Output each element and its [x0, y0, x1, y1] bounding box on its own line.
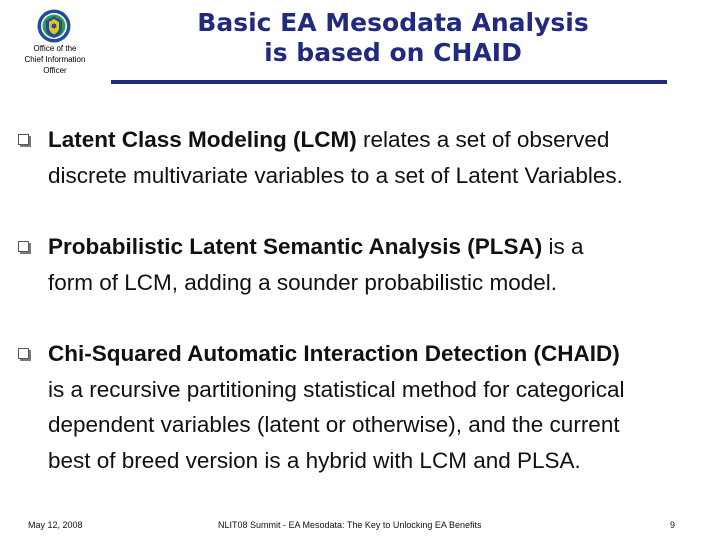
- footer-date: May 12, 2008: [28, 520, 83, 530]
- hollow-square-bullet-icon: [18, 348, 29, 359]
- org-line: Office of the: [33, 44, 77, 53]
- bullet-text: best of breed version is a hybrid with LCM and PLSA.: [48, 448, 581, 473]
- hollow-square-bullet-icon: [18, 241, 29, 252]
- bullet-line: [48, 372, 708, 408]
- org-name: [10, 43, 100, 76]
- title-line: Basic EA Mesodata Analysis: [197, 8, 589, 37]
- doe-seal-icon: [37, 9, 71, 43]
- bullet-line: [48, 265, 708, 301]
- bullet-text: dependent variables (latent or otherwise), and the current: [48, 412, 620, 437]
- bullet-term: Probabilistic Latent Semantic Analysis (PLSA): [48, 234, 543, 259]
- bullet-text: relates a set of observed: [356, 127, 610, 152]
- bullet-text: form of LCM, adding a sounder probabilistic model.: [48, 270, 558, 295]
- footer-title: NLIT08 Summit - EA Mesodata: The Key to Unlocking EA Benefits: [218, 520, 482, 530]
- bullet-term: Latent Class Modeling (LCM): [48, 127, 357, 152]
- bullet-line: [48, 158, 708, 194]
- bullet-text: is a: [542, 234, 584, 259]
- title-divider: [111, 80, 667, 84]
- org-line: Chief Information: [24, 55, 86, 64]
- bullet-line: [48, 122, 708, 158]
- slide-title: [150, 8, 636, 68]
- bullet-text: is a recursive partitioning statistical method for categorical: [48, 377, 625, 402]
- bullet-line: [48, 229, 708, 265]
- bullet-line: [48, 407, 708, 443]
- hollow-square-bullet-icon: [18, 134, 29, 145]
- org-line: Officer: [43, 66, 67, 75]
- bullet-line: [48, 336, 708, 372]
- page-number: 9: [670, 520, 676, 530]
- bullet-line: [48, 443, 708, 479]
- bullet-term: Chi-Squared Automatic Interaction Detection (CHAID): [48, 341, 620, 366]
- title-line: is based on CHAID: [264, 38, 522, 67]
- bullet-text: discrete multivariate variables to a set of Latent Variables.: [48, 163, 623, 188]
